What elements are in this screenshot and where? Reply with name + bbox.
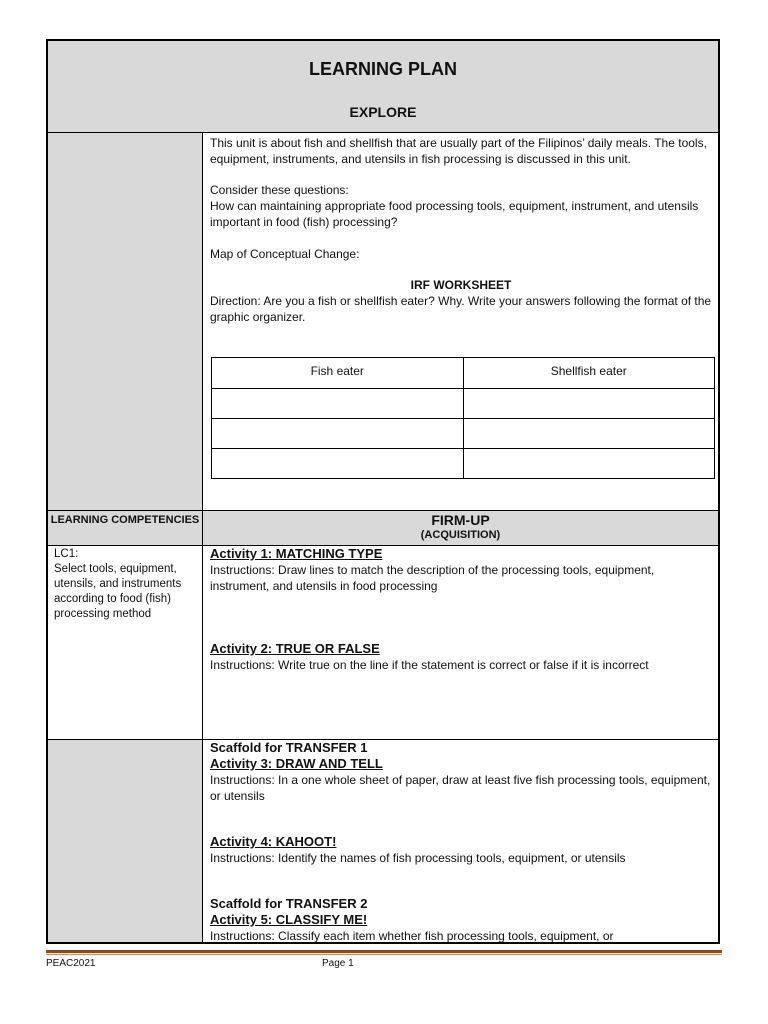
explore-content-cell: [203, 133, 718, 510]
activity1-instructions: Instructions: Draw lines to match the description of the processing tools, equipment, instrument, and utensils in food processing: [210, 563, 655, 593]
activity5-title: Activity 5: CLASSIFY ME!: [210, 912, 368, 927]
firmup-header-row: [48, 511, 718, 546]
answer-cell[interactable]: [463, 449, 715, 479]
activity4-instructions: Instructions: Identify the names of fish processing tools, equipment, or utensils: [210, 851, 626, 865]
firmup-title: FIRM-UP: [431, 512, 490, 528]
footer-code: PEAC2021: [46, 958, 96, 969]
transfer-row: [48, 740, 718, 944]
table-header-row: [212, 358, 715, 389]
header-shellfish-eater: Shellfish eater: [463, 358, 715, 389]
guide-question: How can maintaining appropriate food processing tools, equipment, instrument, and utensils important in food (fish) processing?: [210, 199, 699, 229]
table-row: [212, 419, 715, 449]
activity3-title: Activity 3: DRAW AND TELL: [210, 756, 383, 771]
activity4-title: Activity 4: KAHOOT!: [210, 834, 337, 849]
answer-cell[interactable]: [463, 389, 715, 419]
explore-intro: This unit is about fish and shellfish that are usually part of the Filipinos’ daily meals. The tools, equipment, instruments, and utensils in fish processing is discussed in this unit.: [210, 136, 707, 166]
explore-row: [48, 133, 718, 511]
section-title-explore: EXPLORE: [349, 104, 417, 120]
page-number: Page 1: [322, 958, 354, 969]
scaffold1-heading: Scaffold for TRANSFER 1: [210, 740, 368, 755]
learning-plan-document: [46, 39, 720, 944]
competency-label: LC1:: [54, 548, 79, 560]
firmup-title-cell: [203, 511, 718, 545]
activity1-title: Activity 1: MATCHING TYPE: [210, 546, 383, 561]
transfer-content-cell: [203, 740, 718, 944]
table-row: [212, 389, 715, 419]
activity3-instructions: Instructions: In a one whole sheet of paper, draw at least five fish processing tools, equipment, or utensils: [210, 773, 711, 803]
competencies-header-cell: [48, 511, 203, 545]
explore-left-cell: [48, 133, 203, 510]
irf-table: [211, 357, 715, 479]
firmup-content-cell: [203, 546, 718, 739]
worksheet-direction: Direction: Are you a fish or shellfish eater? Why. Write your answers following the format of the graphic organizer.: [210, 294, 712, 324]
activity5-instructions: Instructions: Classify each item whether fish processing tools, equipment, or: [210, 929, 614, 943]
firmup-activities-row: [48, 546, 718, 740]
page-title: LEARNING PLAN: [309, 59, 457, 79]
competency-cell: [48, 546, 203, 739]
competency-text: Select tools, equipment, utensils, and instruments according to food (fish) processing method: [54, 563, 182, 620]
consider-label: Consider these questions:: [210, 183, 349, 197]
plan-header: [48, 41, 718, 133]
answer-cell[interactable]: [212, 449, 464, 479]
answer-cell[interactable]: [212, 389, 464, 419]
header-fish-eater: Fish eater: [212, 358, 464, 389]
activity2-instructions: Instructions: Write true on the line if the statement is correct or false if it is incorrect: [210, 658, 649, 672]
table-row: [212, 449, 715, 479]
answer-cell[interactable]: [212, 419, 464, 449]
firmup-subtitle: (ACQUISITION): [420, 529, 501, 541]
transfer-left-cell: [48, 740, 203, 944]
footer-rule-thin: [46, 954, 722, 955]
answer-cell[interactable]: [463, 419, 715, 449]
map-label: Map of Conceptual Change:: [210, 247, 360, 261]
scaffold2-heading: Scaffold for TRANSFER 2: [210, 896, 368, 911]
competencies-header: LEARNING COMPETENCIES: [50, 514, 200, 526]
irf-worksheet-title: IRF WORKSHEET: [410, 278, 512, 292]
footer-rule: [46, 950, 722, 953]
activity2-title: Activity 2: TRUE OR FALSE: [210, 641, 380, 656]
